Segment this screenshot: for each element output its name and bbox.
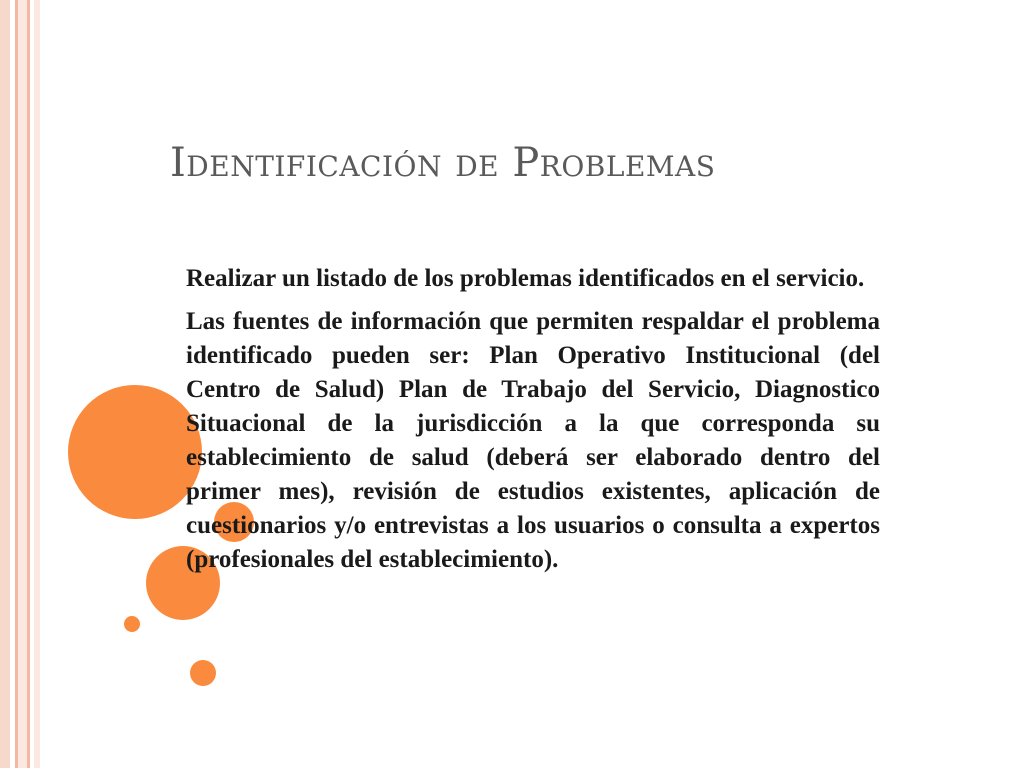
decorative-dot [190,660,216,686]
stripe [34,0,40,768]
body-paragraph: Realizar un listado de los problemas identificados en el servicio. [186,265,865,292]
slide-title: Identificación de Problemas [170,140,716,186]
stripe [0,0,10,768]
decorative-circle-large [68,385,202,519]
decorative-dot [124,616,140,632]
body-paragraph: Las fuentes de información que permiten respaldar el problema identificado pueden ser: Plan Operativo Institucional (del Centro de Salud) Plan de Trabajo del Servicio, Diagnostico Situacional de la jurisdicción a la que corresponda su establecimiento de salud (deberá ser elaborado dentro del primer mes), revisión de estudios existentes, aplicación de cuestionarios y/o entrevistas a los usuarios o consulta a expertos (profesionales del establecimiento). [186,308,880,573]
stripe [18,0,27,768]
slide-body [186,262,880,586]
